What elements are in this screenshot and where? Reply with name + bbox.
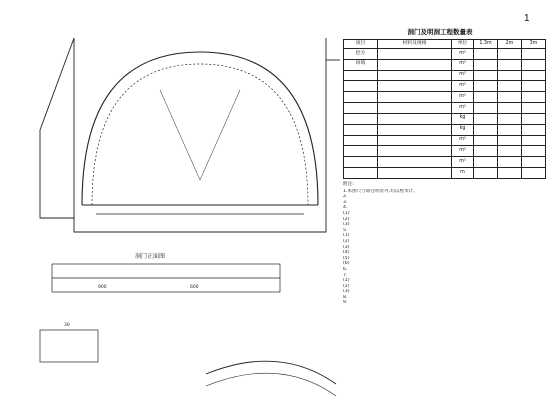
note-line: (1)	[343, 210, 350, 216]
table-cell: kg	[452, 113, 474, 124]
table-header-cell: 1.3m	[474, 40, 498, 49]
table-cell: m³	[452, 103, 474, 114]
note-line: (3)	[343, 244, 350, 250]
note-line: 9.	[343, 300, 348, 306]
table-header-cell: 项目	[344, 40, 378, 49]
note-line: 6.	[343, 266, 348, 272]
note-line: (4)	[343, 250, 350, 256]
wingwall-left	[40, 130, 74, 218]
table-cell: 挖方	[344, 49, 378, 60]
note-line: (2)	[343, 283, 350, 289]
wingwall-slope	[40, 38, 74, 130]
note-line: 5.	[343, 227, 348, 233]
table-cell: m³	[452, 157, 474, 168]
tunnel-arch-inner	[92, 64, 308, 205]
dimension-label: 900	[98, 285, 107, 290]
dimension-label: 30	[64, 323, 70, 328]
note-line: (1)	[343, 233, 350, 239]
table-cell: m²	[452, 146, 474, 157]
table-cell: m³	[452, 59, 474, 70]
table-cell: m³	[452, 70, 474, 81]
note-line: (2)	[343, 216, 350, 222]
table-cell: m³	[452, 81, 474, 92]
note-line: 7.	[343, 272, 348, 278]
note-line: 1.本图尺寸除注明者外,均以厘米计。	[343, 188, 418, 194]
quantity-table-title: 洞门及明洞工程数量表	[407, 28, 473, 36]
note-line: 8.	[343, 294, 348, 300]
tunnel-arch-outer	[82, 52, 318, 205]
page-number: 1	[524, 13, 530, 24]
portal-title: 洞门正面图	[135, 253, 166, 260]
table-header-cell: 3m	[522, 40, 546, 49]
note-line: 2.	[343, 194, 348, 200]
notes-title: 附注:	[343, 182, 354, 187]
portal-frame	[74, 38, 326, 232]
table-cell: 回填	[344, 59, 378, 70]
radius-line	[200, 90, 240, 180]
detail-c-curve	[206, 361, 336, 384]
note-line: (6)	[343, 261, 350, 267]
note-line: 4.	[343, 205, 348, 211]
note-line: (3)	[343, 222, 350, 228]
table-header-cell: 材料及规格	[378, 40, 452, 49]
detail-c-curve-inner	[206, 373, 336, 396]
table-cell: kg	[452, 124, 474, 135]
note-line: (1)	[343, 278, 350, 284]
note-line: (3)	[343, 289, 350, 295]
detail-b-box	[40, 330, 98, 362]
table-header-cell: 2m	[498, 40, 522, 49]
table-cell: m	[452, 168, 474, 179]
table-cell: m³	[452, 92, 474, 103]
table-header-cell: 单位	[452, 40, 474, 49]
note-line: (5)	[343, 255, 350, 261]
table-cell: m³	[452, 49, 474, 60]
radius-line	[160, 90, 200, 180]
note-line: 3.	[343, 199, 348, 205]
table-cell: m²	[452, 135, 474, 146]
dimension-label: 600	[190, 285, 199, 290]
note-line: (2)	[343, 238, 350, 244]
